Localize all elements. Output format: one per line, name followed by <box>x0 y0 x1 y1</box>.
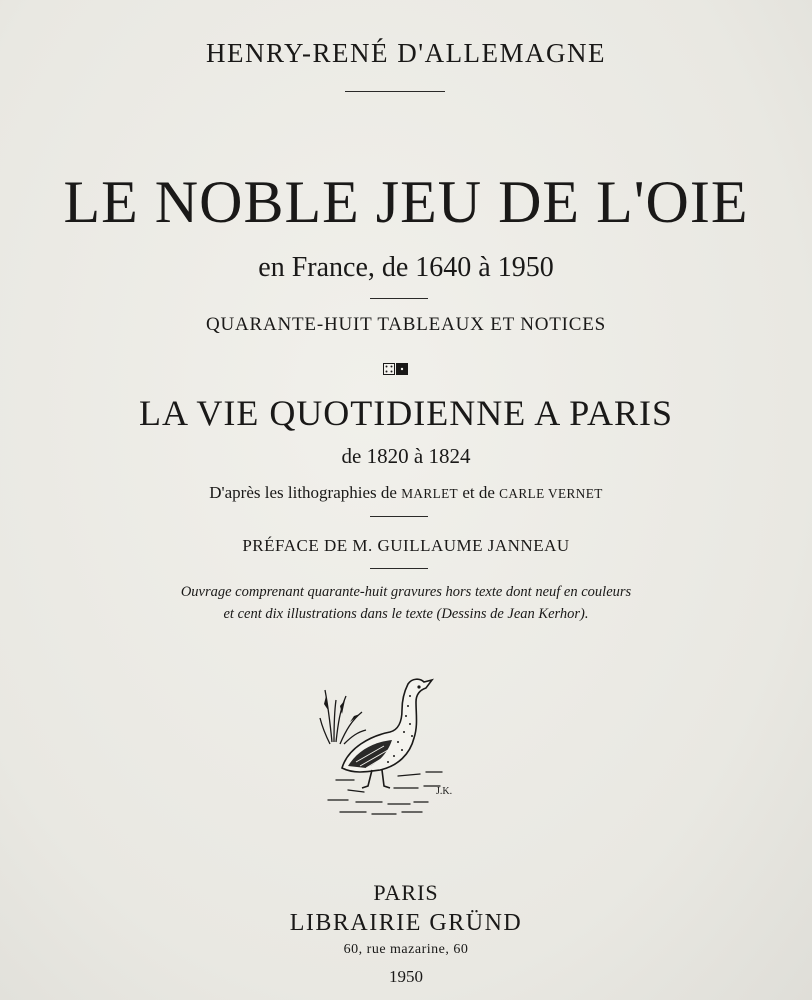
imprint-address: 60, rue mazarine, 60 <box>343 942 469 957</box>
imprint-publisher: LIBRAIRIE GRÜND <box>289 910 523 936</box>
lithographs-credit <box>0 483 812 503</box>
preface-credit: PRÉFACE DE M. GUILLAUME JANNEAU <box>242 536 570 555</box>
imprint-year: 1950 <box>389 967 423 986</box>
imprint-city: PARIS <box>373 880 439 905</box>
dice-icon <box>383 363 409 375</box>
description-line: et cent dix illustrations dans le texte (Dessins de Jean Kerhor). <box>223 606 589 622</box>
goose-illustration <box>318 670 478 820</box>
divider-rule <box>370 298 428 299</box>
divider-rule <box>370 568 428 569</box>
subtitle: en France, de 1640 à 1950 <box>258 252 554 283</box>
divider-rule <box>345 91 445 92</box>
illustrator-signature: J.K. <box>436 786 453 797</box>
artist-name: CARLE VERNET <box>499 486 603 501</box>
secondary-title-dates: de 1820 à 1824 <box>341 444 471 468</box>
secondary-title: LA VIE QUOTIDIENNE A PARIS <box>138 393 674 433</box>
credit-prefix: D'après les lithographies de <box>209 483 402 502</box>
artist-name: MARLET <box>401 486 459 501</box>
divider-rule <box>370 516 428 517</box>
description-line: Ouvrage comprenant quarante-huit gravures hors texte dont neuf en couleurs <box>180 584 632 600</box>
author-name: HENRY-RENÉ D'ALLEMAGNE <box>205 38 607 68</box>
main-title: LE NOBLE JEU DE L'OIE <box>63 169 749 235</box>
credit-middle: et de <box>458 483 500 502</box>
tables-notice: QUARANTE-HUIT TABLEAUX ET NOTICES <box>205 314 607 335</box>
